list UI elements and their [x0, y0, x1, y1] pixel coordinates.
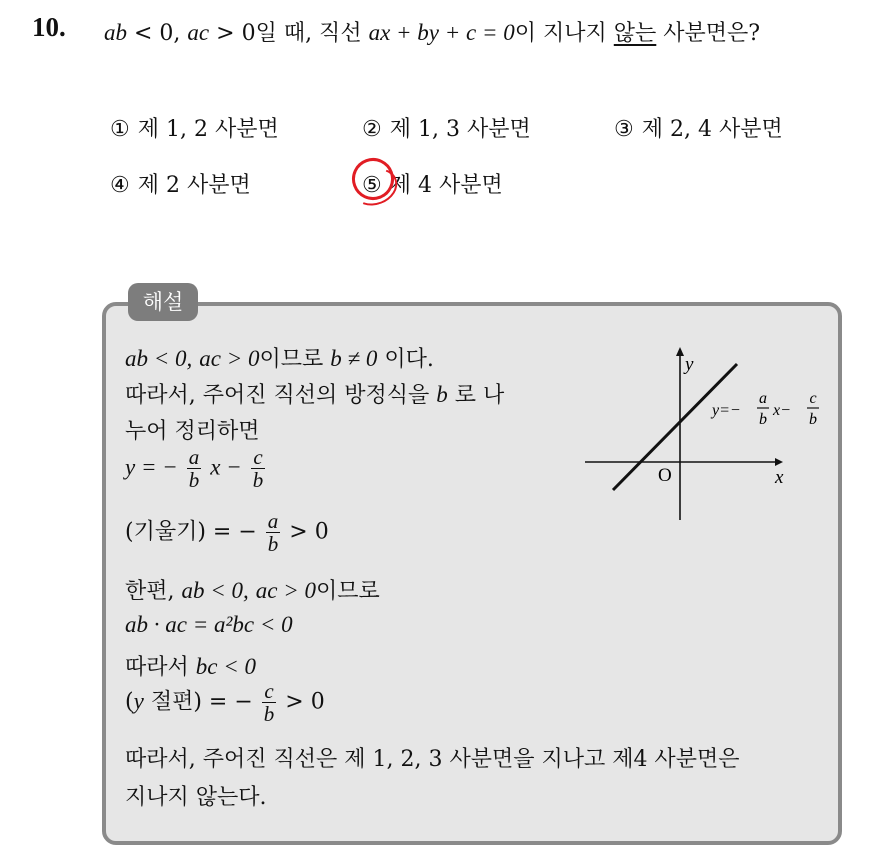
l11: 지나지 않는다.	[125, 785, 267, 810]
l9-c: > 0	[285, 689, 325, 715]
question-equation: ax + by + c = 0	[368, 20, 515, 45]
frac-den: b	[252, 468, 264, 492]
l8-b: bc < 0	[195, 654, 256, 679]
l9-b: 절편) = −	[150, 689, 253, 715]
explanation-line-11	[125, 780, 267, 811]
l6-c: ac > 0	[255, 578, 317, 603]
frac-c-over-b	[251, 446, 266, 491]
option-3[interactable]	[614, 112, 783, 143]
option-2-mark: ②	[362, 117, 382, 142]
option-2-text: 제 1, 3 사분면	[389, 117, 531, 142]
explanation-line-1	[125, 342, 434, 373]
l9-a: (	[125, 689, 134, 715]
line-label-frac-c-num: c	[809, 390, 817, 407]
frac-den: b	[188, 468, 200, 492]
option-1-text: 제 1, 2 사분면	[137, 117, 279, 142]
cond2-var: ac	[187, 20, 210, 45]
option-2[interactable]	[362, 112, 531, 143]
option-1-mark: ①	[110, 117, 130, 142]
l1-a: ab < 0,	[125, 346, 193, 371]
l6-a: 한편,	[125, 579, 175, 604]
l10: 따라서, 주어진 직선은 제 1, 2, 3 사분면을 지나고 제4 사분면은	[125, 747, 740, 772]
explanation-line-6	[125, 574, 380, 605]
graph-line	[613, 364, 737, 490]
frac-a-over-b	[187, 446, 202, 491]
question-number: 10.	[32, 12, 66, 42]
option-3-mark: ③	[614, 117, 634, 142]
explanation-line-5	[125, 510, 329, 555]
option-5-text: 제 4 사분면	[389, 173, 503, 198]
l1-c: 이므로	[259, 347, 324, 372]
l4-a: y = −	[125, 454, 178, 480]
cond1-rel: < 0,	[134, 21, 181, 46]
explanation-line-10	[125, 742, 739, 773]
explanation-tag: 해설	[128, 283, 198, 321]
question-text	[104, 16, 760, 47]
option-5-mark: ⑤	[362, 173, 382, 198]
frac-num: c	[251, 446, 266, 469]
l1-d: b ≠ 0	[330, 346, 378, 371]
origin-label: O	[658, 465, 672, 486]
frac-num: a	[188, 445, 200, 469]
l6-d: 이므로	[316, 579, 380, 604]
l1-e: 이다.	[384, 347, 434, 372]
frac-c-over-b-2	[262, 680, 277, 725]
frac-den: b	[263, 702, 275, 726]
l6-b: ab < 0,	[181, 578, 249, 603]
cond1-var: ab	[104, 20, 127, 45]
question-underlined: 않는	[613, 21, 657, 46]
question-tail1: 이 지나지	[514, 21, 607, 46]
explanation-line-4	[125, 446, 267, 491]
l8-a: 따라서	[125, 655, 189, 680]
question-mid: 일 때, 직선	[255, 21, 362, 46]
line-graph	[585, 340, 835, 525]
l7: ab · ac = a²bc < 0	[125, 612, 293, 637]
l4-x: x −	[210, 454, 242, 480]
x-axis-arrow	[775, 458, 783, 466]
l2-b: b	[436, 382, 448, 407]
l1-b: ac > 0	[199, 346, 260, 371]
line-label-prefix: y=−	[712, 402, 741, 419]
l5-a: (기울기) = −	[125, 519, 257, 545]
option-4-text: 제 2 사분면	[137, 173, 251, 198]
option-4[interactable]	[110, 168, 251, 199]
y-axis-label: y	[685, 354, 694, 375]
y-axis-arrow	[676, 347, 684, 356]
line-label-frac-a-den: b	[759, 411, 767, 428]
frac-num: a	[267, 509, 279, 533]
cond2-rel: > 0	[216, 21, 256, 46]
line-label-frac-c-den: b	[809, 411, 817, 428]
explanation-line-8	[125, 650, 256, 681]
frac-num: c	[262, 680, 277, 703]
l2-c: 로 나	[454, 383, 505, 408]
line-label-mid: x−	[773, 402, 791, 419]
explanation-line-3	[125, 414, 260, 445]
l3: 누어 정리하면	[125, 419, 260, 444]
option-3-text: 제 2, 4 사분면	[641, 117, 783, 142]
explanation-line-2	[125, 378, 504, 409]
option-1[interactable]	[110, 112, 279, 143]
x-axis-label: x	[775, 467, 784, 488]
frac-a-over-b-2	[266, 510, 281, 555]
explanation-line-9	[125, 680, 325, 725]
l9-y: y	[133, 688, 144, 714]
l2-a: 따라서, 주어진 직선의 방정식을	[125, 383, 430, 408]
frac-den: b	[267, 532, 279, 556]
line-label-frac-a-num: a	[759, 390, 767, 407]
option-4-mark: ④	[110, 173, 130, 198]
question-tail2: 사분면은?	[663, 21, 761, 46]
l5-b: > 0	[289, 519, 329, 545]
explanation-line-7	[125, 612, 293, 638]
